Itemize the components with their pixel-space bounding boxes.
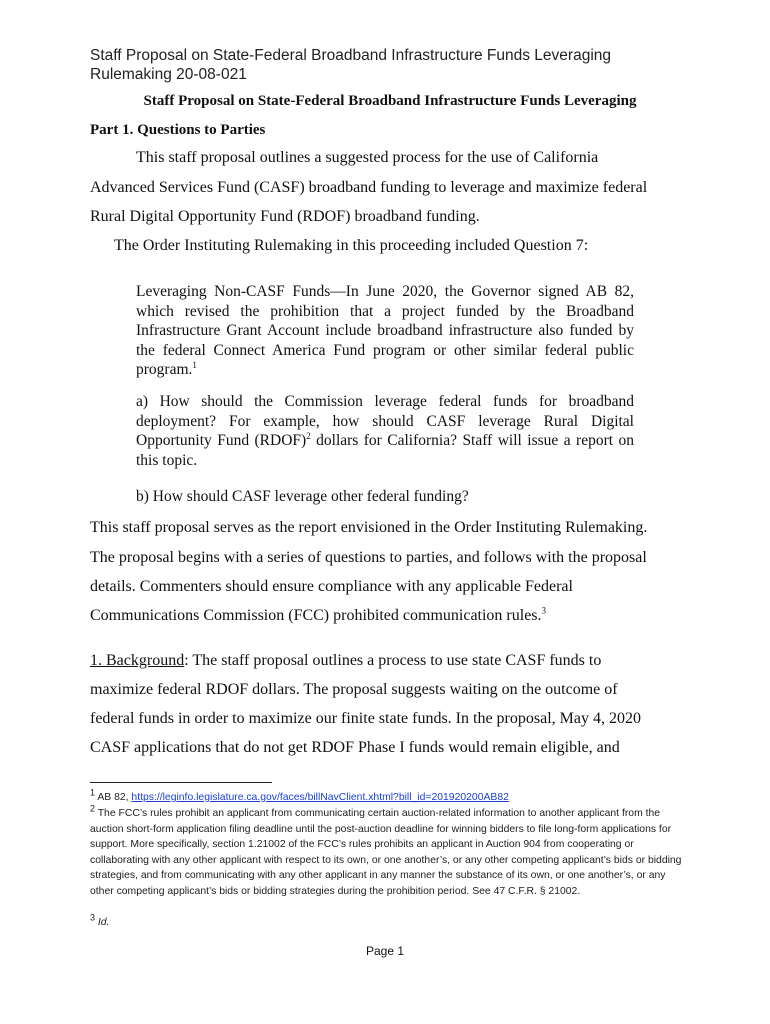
footnote-1 bbox=[90, 787, 690, 806]
quote-p1-text: Leveraging Non-CASF Funds—In June 2020, the Governor signed AB 82, which revised the prohibition that a project funded by the Broadband Infrastructure Grant Account include broadband infrastructure also funded by the federal Connect America Fund program or other similar federal public program. bbox=[136, 283, 634, 379]
background-line-1-text: : The staff proposal outlines a process to use state CASF funds to bbox=[184, 652, 602, 669]
footnote-3-number: 3 bbox=[90, 912, 96, 923]
running-header-line1: Staff Proposal on State-Federal Broadband Infrastructure Funds Leveraging bbox=[90, 47, 611, 64]
footnote-separator bbox=[90, 782, 272, 783]
intro-line-3: Rural Digital Opportunity Fund (RDOF) broadband funding. bbox=[90, 208, 480, 225]
footnote-ref-2[interactable]: 2 bbox=[306, 431, 311, 442]
report-line-3: details. Commenters should ensure compliance with any applicable Federal bbox=[90, 578, 573, 595]
background-line-2: maximize federal RDOF dollars. The proposal suggests waiting on the outcome of bbox=[90, 681, 618, 698]
background-line-3: federal funds in order to maximize our finite state funds. In the proposal, May 4, 2020 bbox=[90, 710, 641, 727]
running-header bbox=[90, 46, 710, 84]
report-line-4-text: Communications Commission (FCC) prohibited communication rules. bbox=[90, 607, 542, 624]
background-line-1 bbox=[90, 652, 601, 670]
footnote-3 bbox=[90, 912, 690, 931]
part-heading: Part 1. Questions to Parties bbox=[90, 122, 266, 138]
document-title: Staff Proposal on State-Federal Broadband Infrastructure Funds Leveraging bbox=[143, 93, 637, 109]
background-line-4: CASF applications that do not get RDOF Phase I funds would remain eligible, and bbox=[90, 739, 620, 756]
footnote-1-number: 1 bbox=[90, 787, 96, 798]
background-heading: 1. Background bbox=[90, 652, 185, 669]
report-line-1: This staff proposal serves as the report envisioned in the Order Instituting Rulemaking. bbox=[90, 519, 648, 536]
intro-line-4: The Order Instituting Rulemaking in this proceeding included Question 7: bbox=[114, 237, 589, 254]
intro-line-2: Advanced Services Fund (CASF) broadband funding to leverage and maximize federal bbox=[90, 179, 648, 196]
quote-p2-text-a: a) How should the Commission leverage federal funds for broadband deployment? For example, how should CASF leverage Rural Digital Opportunity Fund (RDOF) bbox=[136, 393, 634, 450]
footnote-2 bbox=[90, 803, 690, 900]
quote-paragraph-1 bbox=[136, 282, 634, 380]
report-line-2: The proposal begins with a series of questions to parties, and follows with the proposal bbox=[90, 549, 647, 566]
footnote-ref-3[interactable]: 3 bbox=[541, 605, 547, 616]
running-header-line2: Rulemaking 20-08-021 bbox=[90, 66, 247, 83]
footnote-2-number: 2 bbox=[90, 803, 96, 814]
quote-p2-text-b: dollars for California? Staff will issue a report on this topic. bbox=[136, 432, 634, 469]
report-line-4 bbox=[90, 607, 546, 625]
footnote-3-text: Id. bbox=[97, 917, 110, 928]
quote-paragraph-2 bbox=[136, 392, 634, 470]
footnote-ref-1[interactable]: 1 bbox=[192, 360, 197, 371]
footnote-1-text: AB 82, bbox=[95, 792, 132, 803]
footnote-1-link[interactable]: https://leginfo.legislature.ca.gov/faces/billNavClient.xhtml?bill_id=201920200AB82 bbox=[131, 792, 509, 803]
quote-paragraph-3: b) How should CASF leverage other federal funding? bbox=[136, 488, 469, 505]
footnote-2-text: The FCC’s rules prohibit an applicant from communicating certain auction-related information to another applicant from the auction short-form application filing deadline until the post-auction deadline for winning bidders to file long-form applications for support. More specifically, section 1.21002 of the FCC’s rules prohibits an applicant in Auction 904 from cooperating or collaborating with any other applicant with respect to its own, or one another’s, or any other competing applicant’s bids or bidding strategies, and from communicating with any other applicant in any manner the substance of its own, or one another’s, or any other competing applicant’s bids or bidding strategies during the prohibition period. See 47 C.F.R. § 21002. bbox=[90, 808, 682, 897]
page-number: Page 1 bbox=[365, 944, 405, 958]
intro-line-1: This staff proposal outlines a suggested process for the use of California bbox=[136, 149, 599, 166]
